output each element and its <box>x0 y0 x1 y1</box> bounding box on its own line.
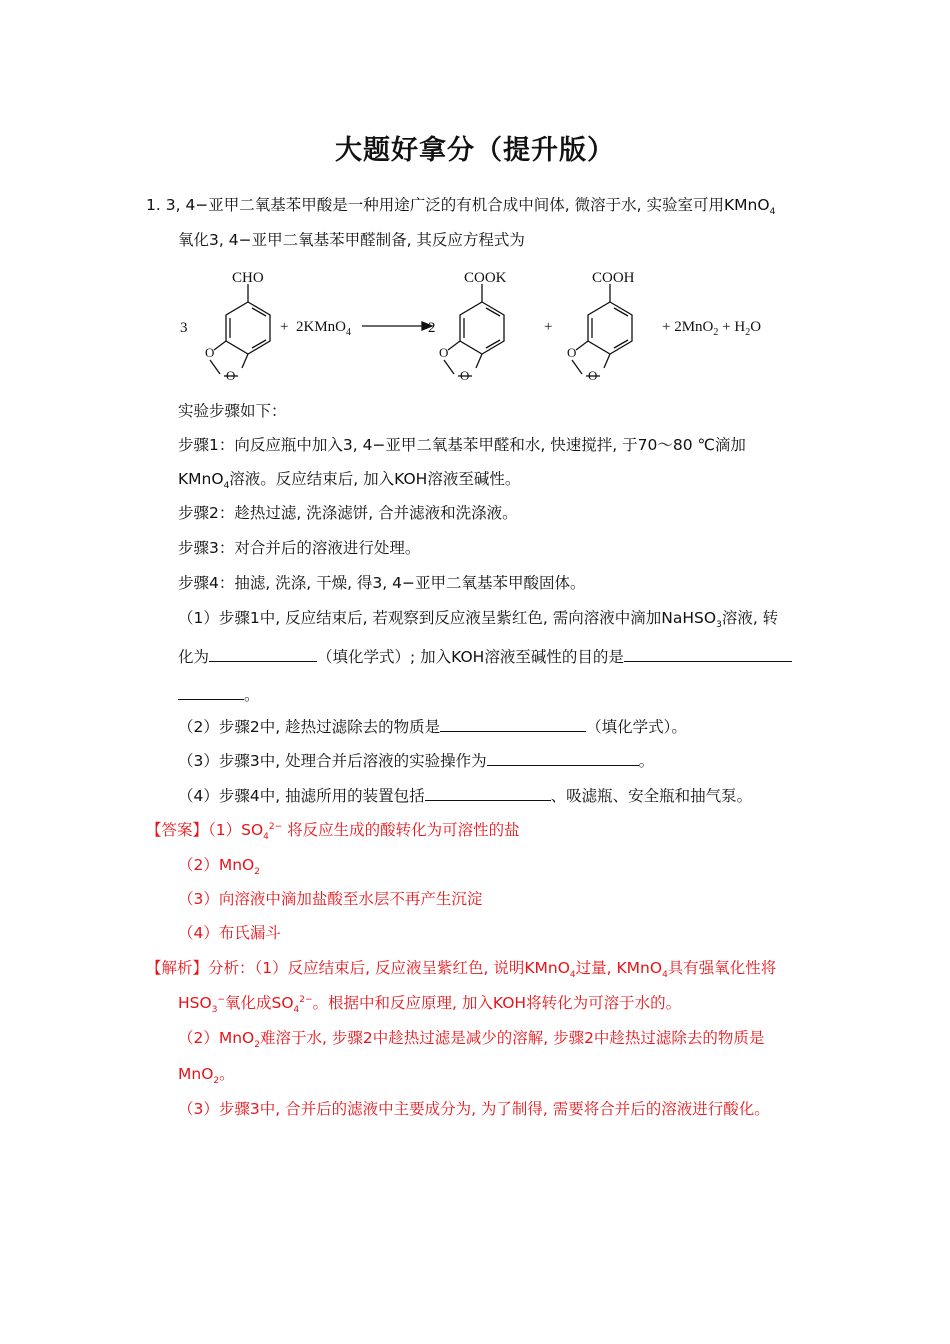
product1-structure <box>444 284 504 376</box>
product2-o-top: O <box>567 345 577 360</box>
page-title: 大题好拿分（提升版） <box>335 135 615 166</box>
reactant-o-top: O <box>205 345 215 360</box>
question1-line1: （1）步骤1中, 反应结束后, 若观察到反应液呈紫红色, 需向溶液中滴加NaHSO$_3$溶液, 转 <box>178 609 779 631</box>
product2-structure <box>572 284 632 376</box>
reactant-cho-label: CHO <box>232 270 264 286</box>
product1-cook-label: COOK <box>464 270 507 286</box>
reaction-equation <box>170 262 810 392</box>
answer-label: 【答案】 <box>146 821 209 839</box>
analysis-line5: （3）步骤3中, 合并后的滤液中主要成分为, 为了制得, 需要将合并后的溶液进行酸化。 <box>178 1100 770 1118</box>
question-number: 1. <box>146 196 161 214</box>
question3-text: （3）步骤3中, 处理合并后溶液的实验操作为 。 <box>178 749 654 772</box>
answer-line4: （4）布氏漏斗 <box>178 924 281 942</box>
product2-o-bottom: O <box>588 368 598 383</box>
question1-line2: 化为 （填化学式）; 加入KOH溶液至碱性的目的是 <box>178 645 792 668</box>
product1-o-top: O <box>439 345 449 360</box>
byproducts-label: + $2MnO_2 + H_2O$ <box>662 319 762 338</box>
kmno4-label: 2KMnO$_4$ <box>296 319 352 338</box>
answer-line3: （3）向溶液中滴加盐酸至水层不再产生沉淀 <box>178 890 483 908</box>
step4-text: 步骤4：抽滤, 洗涤, 干燥, 得3, 4−亚甲二氧基苯甲酸固体。 <box>178 574 586 592</box>
analysis-line1: 【解析】分析：（1）反应结束后, 反应液呈紫红色, 说明KMnO$_4$过量, KMnO$_4$具有强氧化性将 <box>146 959 777 981</box>
reactant-structure <box>210 284 270 376</box>
question-intro-line2: 氧化3, 4−亚甲二氧基苯甲醛制备, 其反应方程式为 <box>178 231 525 249</box>
question1-line3: 。 <box>178 683 260 706</box>
reactant-o-bottom: O <box>226 368 236 383</box>
answer-line2: （2）MnO$_2$ <box>178 856 260 878</box>
analysis-line3: （2）MnO$_2$难溶于水, 步骤2中趁热过滤是减少的溶解, 步骤2中趁热过滤除去的物质是 <box>178 1029 765 1051</box>
analysis-line4: MnO$_2$。 <box>178 1065 235 1087</box>
analysis-label: 【解析】 <box>146 959 209 977</box>
step1-line1: 步骤1：向反应瓶中加入3, 4−亚甲二氧基苯甲醛和水, 快速搅拌, 于70～80 ℃滴加 <box>178 436 746 454</box>
question4-text: （4）步骤4中, 抽滤所用的装置包括 、吸滤瓶、安全瓶和抽气泵。 <box>178 784 752 807</box>
step2-text: 步骤2：趁热过滤, 洗涤滤饼, 合并滤液和洗涤液。 <box>178 504 518 522</box>
answer-blank-2[interactable] <box>440 715 586 732</box>
step3-text: 步骤3：对合并后的溶液进行处理。 <box>178 539 421 557</box>
reactant-coefficient: 3 <box>180 320 188 336</box>
answer-line1: 【答案】$(1)SO_4^{2-}$ 将反应生成的酸转化为可溶性的盐 <box>146 821 520 843</box>
answer-blank-1a[interactable] <box>209 645 317 662</box>
product1-coefficient: 2 <box>428 320 436 336</box>
step1-line2: KMnO$_4$溶液。反应结束后, 加入KOH溶液至碱性。 <box>178 470 521 492</box>
product2-cooh-label: COOH <box>592 270 635 286</box>
plus-sign-2: + <box>544 319 553 335</box>
plus-sign-1: + <box>280 319 289 335</box>
analysis-line2: $HSO_3^-$氧化成$SO_4^{2-}$。根据中和反应原理, 加入KOH将转化为可溶于水的。 <box>178 994 682 1016</box>
answer-blank-3[interactable] <box>487 749 639 766</box>
answer-blank-1b-cont[interactable] <box>178 683 244 700</box>
product1-o-bottom: O <box>460 368 470 383</box>
answer-blank-4[interactable] <box>425 784 551 801</box>
question2-text: （2）步骤2中, 趁热过滤除去的物质是 （填化学式）。 <box>178 715 687 738</box>
steps-heading: 实验步骤如下： <box>178 402 287 420</box>
answer-blank-1b[interactable] <box>624 645 792 662</box>
question-intro-line1: 1. 3, 4−亚甲二氧基苯甲酸是一种用途广泛的有机合成中间体, 微溶于水, 实验室可用KMnO$_4$ <box>146 196 776 218</box>
